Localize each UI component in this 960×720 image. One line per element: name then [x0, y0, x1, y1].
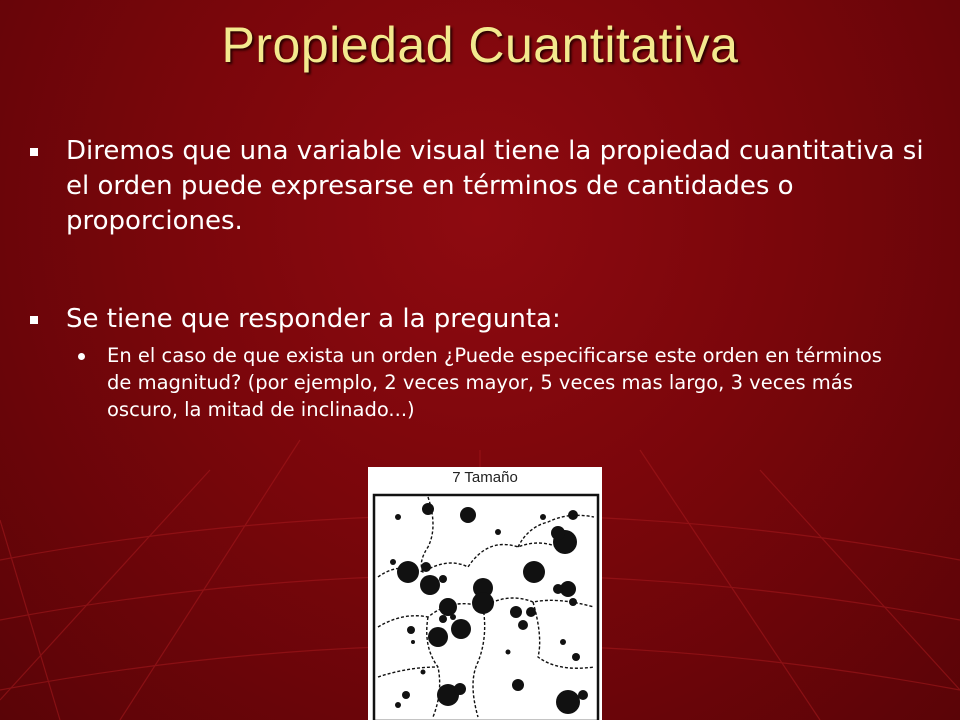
slide-title: Propiedad Cuantitativa [221, 17, 739, 73]
figure-caption: 7 Tamaño [452, 469, 518, 486]
square-bullet-icon [30, 316, 38, 324]
proportional-circles-map [368, 467, 602, 720]
bullet-text-1: Diremos que una variable visual tiene la propiedad cuantitativa si el orden puede expresarse en términos de cantidades o proporciones. [66, 136, 924, 236]
sub-bullet-text-1: En el caso de que exista un orden ¿Puede especificarse este orden en términos de magnitud? (por ejemplo, 2 veces mayor, 5 veces mas largo, 3 veces más oscuro, la mitad de inclinado...) [107, 344, 882, 421]
round-bullet-icon [78, 353, 85, 360]
bullet-text-2: Se tiene que responder a la pregunta: [66, 304, 561, 334]
size-variable-map-figure [368, 467, 602, 720]
square-bullet-icon [30, 148, 38, 156]
